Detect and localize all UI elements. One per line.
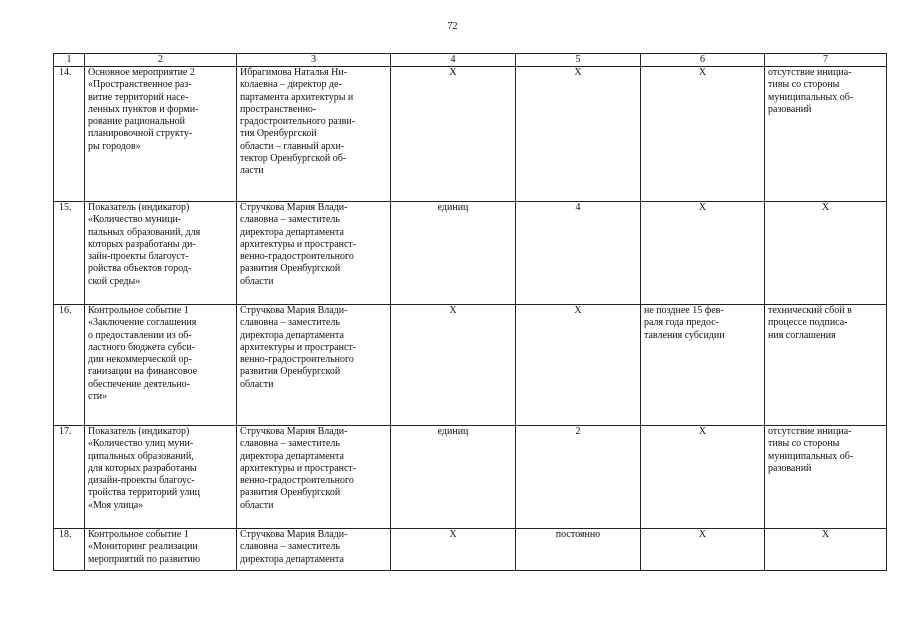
cell-line: Х	[821, 529, 830, 540]
cell-line: ластного бюджета субси-	[88, 341, 196, 353]
table-row	[54, 305, 887, 426]
cell-name	[85, 305, 237, 426]
cell-number: 15.	[54, 202, 85, 305]
cell-line: архитектуры и пространст-	[240, 238, 357, 250]
cell-line: партамента архитектуры и	[240, 91, 354, 103]
cell-value	[516, 426, 641, 529]
cell-line: отсутствие инициа-	[768, 426, 852, 437]
cell-line: о предоставлении из об-	[88, 329, 192, 341]
cell-unit	[391, 426, 516, 529]
cell-line: для которых разработаны	[88, 462, 197, 474]
cell-line: области – главный архи-	[240, 140, 345, 152]
cell-line: «Количество муници-	[88, 214, 182, 226]
cell-line: славовна – заместитель	[240, 541, 340, 553]
cell-line: «Заключение соглашения	[88, 317, 197, 329]
cell-line: Показатель (индикатор)	[88, 426, 190, 437]
header-col-3: 3	[237, 54, 391, 67]
cell-line: тивы со стороны	[768, 79, 840, 91]
cell-line: единиц	[437, 202, 469, 213]
cell-risk	[765, 305, 887, 426]
cell-line: «Пространственное раз-	[88, 79, 192, 91]
cell-risk	[765, 426, 887, 529]
cell-line: архитектуры и пространст-	[240, 341, 357, 353]
cell-line: муниципальных об-	[768, 450, 854, 462]
cell-name	[85, 529, 237, 571]
cell-line: области	[240, 499, 274, 511]
cell-line: ленных пунктов и форми-	[88, 103, 199, 115]
cell-line: ласти	[240, 165, 264, 177]
cell-line: пространственно-	[240, 103, 317, 115]
cell-line: Х	[698, 67, 707, 78]
cell-line: ской среды»	[88, 275, 141, 287]
cell-value	[516, 529, 641, 571]
table-row	[54, 67, 887, 202]
cell-unit	[391, 67, 516, 202]
cell-line: разований	[768, 103, 812, 115]
cell-line: Показатель (индикатор)	[88, 202, 190, 213]
cell-line: венно-градостроительного	[240, 475, 354, 487]
cell-line: витие территорий насе-	[88, 91, 189, 103]
cell-line: развития Оренбургской	[240, 366, 341, 378]
cell-number: 17.	[54, 426, 85, 529]
cell-line: ципальных образований,	[88, 450, 194, 462]
cell-line: ния соглашения	[768, 329, 836, 341]
cell-deadline	[641, 202, 765, 305]
cell-line: дии некоммерческой ор-	[88, 354, 192, 366]
cell-line: «Количество улиц муни-	[88, 438, 194, 450]
page-number: 72	[447, 21, 458, 32]
cell-deadline	[641, 426, 765, 529]
cell-line: 4	[575, 202, 581, 213]
cell-line: муниципальных об-	[768, 91, 854, 103]
cell-line: мероприятий по развитию	[88, 553, 201, 565]
cell-line: тавления субсидии	[644, 329, 725, 341]
cell-line: тия Оренбургской	[240, 128, 317, 140]
cell-line: Х	[449, 305, 457, 316]
cell-line: Стручкова Мария Влади-	[240, 529, 348, 540]
cell-line: Х	[449, 67, 457, 78]
cell-responsible	[237, 305, 391, 426]
cell-responsible	[237, 202, 391, 305]
cell-line: зайн-проекты благоуст-	[88, 251, 189, 263]
cell-line: Стручкова Мария Влади-	[240, 202, 348, 213]
cell-line: Стручкова Мария Влади-	[240, 426, 348, 437]
cell-responsible	[237, 529, 391, 571]
cell-line: не позднее 15 фев-	[644, 305, 724, 316]
cell-line: постоянно	[555, 529, 601, 540]
header-col-5: 5	[516, 54, 641, 67]
cell-line: рование рациональной	[88, 116, 185, 128]
cell-line: «Моя улица»	[88, 499, 144, 511]
header-row	[54, 54, 887, 67]
cell-line: развития Оренбургской	[240, 487, 341, 499]
cell-line: Х	[449, 529, 457, 540]
cell-value	[516, 67, 641, 202]
cell-line: директора департамента	[240, 553, 344, 565]
cell-line: венно-градостроительного	[240, 251, 354, 263]
cell-line: директора департамента	[240, 329, 344, 341]
cell-deadline	[641, 529, 765, 571]
cell-unit	[391, 202, 516, 305]
cell-line: сти»	[88, 391, 108, 403]
cell-line: Контрольное событие 1	[88, 529, 189, 540]
cell-name	[85, 202, 237, 305]
cell-line: которых разработаны ди-	[88, 238, 196, 250]
header-col-1: 1	[54, 54, 85, 67]
cell-number: 14.	[54, 67, 85, 202]
cell-line: ры городов»	[88, 140, 141, 152]
cell-line: процессе подписа-	[768, 317, 848, 329]
cell-line: раля года предос-	[644, 317, 719, 329]
cell-line: Х	[821, 202, 830, 213]
cell-line: дизайн-проекты благоус-	[88, 475, 195, 487]
header-col-7: 7	[765, 54, 887, 67]
cell-line: тройства территорий улиц	[88, 487, 201, 499]
header-col-6: 6	[641, 54, 765, 67]
cell-line: Х	[574, 305, 582, 316]
cell-line: обеспечение деятельно-	[88, 378, 190, 390]
cell-line: области	[240, 378, 274, 390]
cell-line: Контрольное событие 1	[88, 305, 189, 316]
cell-deadline	[641, 305, 765, 426]
cell-line: отсутствие инициа-	[768, 67, 852, 78]
table-row	[54, 426, 887, 529]
cell-line: технический сбой в	[768, 305, 852, 316]
cell-number: 16.	[54, 305, 85, 426]
cell-line: Стручкова Мария Влади-	[240, 305, 348, 316]
cell-line: ганизации на финансовое	[88, 366, 198, 378]
cell-unit	[391, 305, 516, 426]
cell-line: планировочной структу-	[88, 128, 193, 140]
cell-line: «Мониторинг реализации	[88, 541, 198, 553]
header-col-4: 4	[391, 54, 516, 67]
cell-risk	[765, 67, 887, 202]
cell-line: области	[240, 275, 274, 287]
cell-line: единиц	[437, 426, 469, 437]
cell-line: тивы со стороны	[768, 438, 840, 450]
table-row	[54, 202, 887, 305]
cell-deadline	[641, 67, 765, 202]
cell-line: архитектуры и пространст-	[240, 462, 357, 474]
cell-line: славовна – заместитель	[240, 438, 340, 450]
table-row	[54, 529, 887, 571]
cell-risk	[765, 529, 887, 571]
cell-line: пальных образований, для	[88, 226, 201, 238]
document-table	[53, 53, 887, 571]
cell-unit	[391, 529, 516, 571]
cell-responsible	[237, 67, 391, 202]
cell-name	[85, 426, 237, 529]
cell-line: 2	[575, 426, 581, 437]
cell-line: градостроительного разви-	[240, 116, 356, 128]
table-body	[54, 67, 887, 571]
header-col-2: 2	[85, 54, 237, 67]
cell-line: колаевна – директор де-	[240, 79, 342, 91]
cell-line: Х	[698, 202, 707, 213]
cell-line: директора департамента	[240, 226, 344, 238]
cell-line: славовна – заместитель	[240, 317, 340, 329]
cell-line: венно-градостроительного	[240, 354, 354, 366]
cell-line: Основное мероприятие 2	[88, 67, 195, 78]
cell-line: Х	[698, 529, 707, 540]
cell-name	[85, 67, 237, 202]
cell-responsible	[237, 426, 391, 529]
cell-line: Ибрагимова Наталья Ни-	[240, 67, 348, 78]
cell-line: тектор Оренбургской об-	[240, 153, 347, 165]
cell-line: разований	[768, 462, 812, 474]
cell-line: ройства объектов город-	[88, 263, 192, 275]
cell-line: Х	[698, 426, 707, 437]
cell-line: развития Оренбургской	[240, 263, 341, 275]
cell-value	[516, 202, 641, 305]
cell-line: славовна – заместитель	[240, 214, 340, 226]
cell-line: директора департамента	[240, 450, 344, 462]
cell-risk	[765, 202, 887, 305]
cell-line: Х	[574, 67, 582, 78]
cell-value	[516, 305, 641, 426]
cell-number: 18.	[54, 529, 85, 571]
